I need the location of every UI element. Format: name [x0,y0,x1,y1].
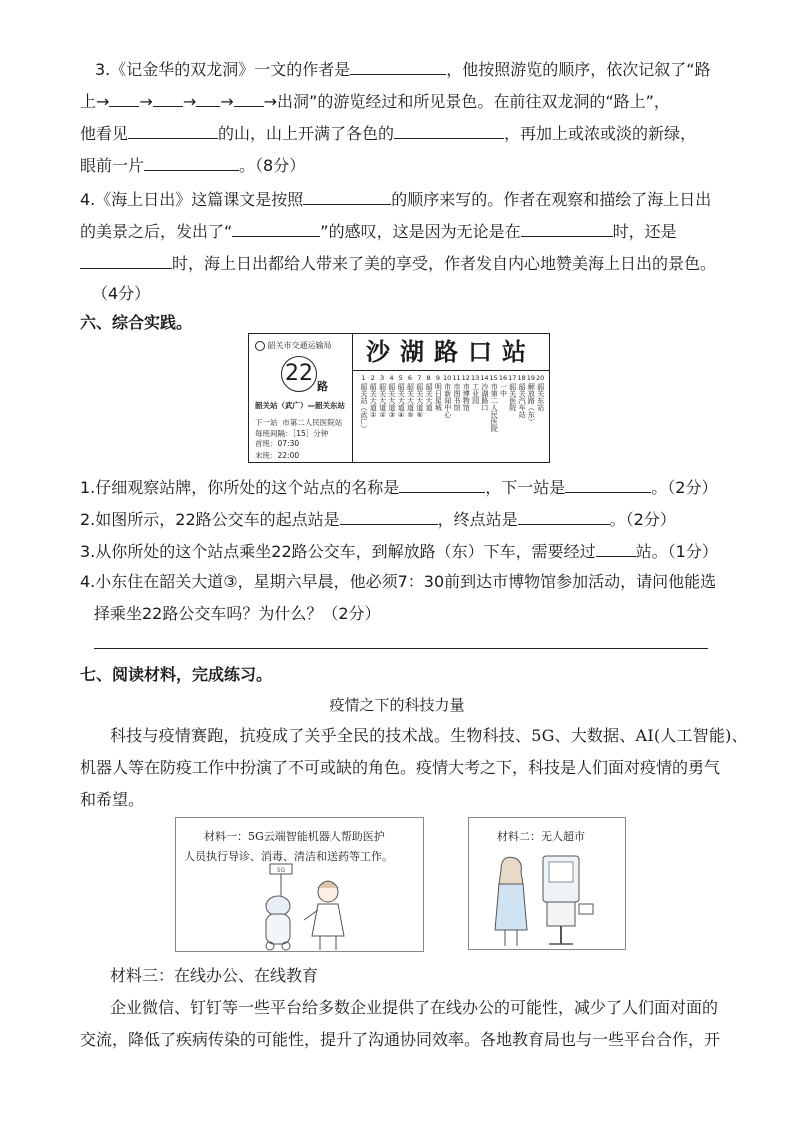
arrow: → [220,92,234,111]
route-suffix: 路 [317,380,328,393]
route-stop-name: 工业园 [471,383,480,404]
route-stop-number: 16 [498,374,508,382]
authority-name: 韶关市交通运输局 [267,341,332,350]
answer-blank[interactable] [128,122,218,139]
route-stop [499,374,508,397]
answer-blank[interactable] [196,90,220,107]
route-stop-name: 市第二人民医院 [490,383,499,432]
route-stop-name: 一中 [499,383,508,397]
route-stop-number: 13 [470,374,480,382]
robot-nurse-illustration [246,862,366,952]
nurse-body [312,904,344,936]
route-stop [433,374,442,411]
next-stop: 市第二人民医院站 [282,418,343,427]
arrow: → [139,92,153,111]
route-stop [368,374,377,419]
answer-blank[interactable] [109,90,139,107]
robot-sign-text: 5G [276,867,286,874]
route-stop-number: 5 [398,374,403,382]
para1-line-1: 科技与疫情赛跑，抗疫成了关乎全民的技术战。生物科技、5G、大数据、AI(人工智能)、 [110,726,748,745]
q4-line-4 [92,284,150,304]
sign-stops-panel [353,334,549,462]
q4-line-3 [80,252,716,274]
arrow: → [182,92,197,111]
route-stop-name: 市新闻中心 [443,383,452,418]
q3-line-4 [80,154,305,176]
route-stop-number: 6 [407,374,413,382]
material3-title: 材料三：在线办公、在线教育 [110,966,319,985]
answer-blank[interactable] [518,508,610,525]
answer-blank[interactable] [303,188,391,205]
route-stop [359,374,368,432]
route-stop-number: 15 [489,374,498,382]
bus-stop-sign [248,333,550,463]
route-stop-number: 4 [389,374,394,382]
question-text: ，终点站是 [437,510,518,529]
q3-text: →出洞”的游览经过和所见景色。在前往双龙洞的“路上”， [263,92,670,111]
route-number: 22 [285,361,313,386]
question-text: 1.仔细观察站牌，你所处的这个站点的名称是 [80,478,400,497]
section6-title: 六、综合实践。 [80,313,193,332]
route-stop-number: 8 [426,374,431,382]
q4-text: 的顺序来写的。作者在观察和描绘了海上日出 [391,190,712,209]
q3-text: 眼前一片 [80,156,145,175]
authority-row [255,340,332,351]
route-stop [526,374,535,425]
route-stop-name: 韶关大道 [425,383,434,411]
q3-text: 的山，山上开满了各色的 [218,124,395,143]
route-stop-name: 韶关大道② [378,383,387,419]
robot-head [266,896,290,916]
answer-line[interactable] [94,648,708,649]
q3-text: 他看见 [80,124,129,143]
q4-score: （4分） [92,284,151,303]
s6-q4-line-1: 4.小东住在韶关大道③，星期六早晨，他必须7：30前到达市博物馆参加活动，请问他能选 [80,572,717,591]
first-bus: 首班：07:30 [255,439,300,448]
next-label: 下一站 [255,418,278,427]
route-stop [452,374,461,411]
para3-line-1: 企业微信、钉钉等一些平台给多数企业提供了在线办公的可能性，减少了人们面对面的 [110,998,719,1017]
answer-blank[interactable] [153,90,183,107]
s6-q2 [80,508,676,530]
para1-line-3: 和希望。 [80,790,145,809]
route-stop-number: 14 [480,374,489,382]
route-stop-name: 韶关大道④ [397,383,406,419]
q3-text: ，他按照游览的顺序，依次记叙了“路 [446,60,711,79]
route-stop-number: 1 [361,374,366,382]
question-text: 2.如图所示，22路公交车的起点站是 [80,510,340,529]
route-stop [396,374,405,419]
route-stop [517,374,526,418]
section7-title: 七、阅读材料，完成练习。 [80,665,273,684]
route-stop [378,374,387,419]
route-stop [489,374,498,432]
last-bus: 末班：22:00 [255,451,300,460]
route-stop [387,374,396,419]
q3-line-2 [80,90,670,112]
route-stop [415,374,424,419]
sign-route-panel [249,334,353,462]
route-stop [406,374,415,419]
para3-line-2: 交流，降低了疾病传染的可能性，提升了沟通协同效率。各地教育局也与一些平台合作，开 [80,1030,721,1049]
route-stop [480,374,489,411]
material2-panel [468,817,626,950]
answer-blank[interactable] [399,476,485,493]
q3-text: 上→ [80,92,110,111]
q3-text: 3.《记金华的双龙洞》一文的作者是 [95,60,351,79]
route-stop-number: 2 [370,374,375,382]
q3-line-1 [95,58,711,80]
route-stop-number: 3 [380,374,385,382]
q4-text: 时，还是 [612,222,677,241]
route-stop [424,374,433,411]
question-text: 站。（1分） [635,542,718,561]
route-circle [281,356,317,392]
route-stop-name: 韶关站（武广） [360,383,368,432]
q4-line-1 [80,188,711,210]
route-stop [471,374,480,404]
route-stop-number: 20 [536,374,545,382]
route-stop-number: 12 [461,374,470,382]
next-stop-row [255,417,342,428]
kiosk-body [547,902,575,926]
route-stop-number: 11 [452,374,461,382]
s6-q3 [80,540,718,562]
answer-blank[interactable] [350,58,446,75]
route-stop [536,374,545,411]
route-stop-name: 市博物馆 [462,383,471,411]
answer-blank[interactable] [340,508,438,525]
route-stop-number: 17 [508,374,517,382]
answer-blank[interactable] [232,220,320,237]
unmanned-supermarket-illustration [487,848,617,948]
route-stop-name: 韶关大道⑥ [415,383,424,419]
route-stop-number: 10 [443,374,452,382]
route-stop-name: 韶关大道⑤ [406,383,415,419]
answer-blank[interactable] [394,122,504,139]
question-text: ，下一站是 [485,478,566,497]
material1-panel [175,817,424,952]
shopper-body [495,884,527,930]
material2-caption: 材料二：无人超市 [497,830,585,843]
answer-blank[interactable] [596,540,636,557]
s6-q4-line-2: 择乘坐22路公交车吗？为什么？（2分） [94,604,381,623]
answer-blank[interactable] [80,252,172,269]
current-stop-name: 沙湖路口站 [353,334,549,371]
route-stop-name: 韶关汽车站 [518,383,527,418]
q3-text: ，再加上或浓或淡的新绿， [504,124,697,143]
route-stop-number: 9 [435,374,440,382]
answer-blank[interactable] [234,90,264,107]
question-text: 。（2分） [609,510,676,529]
route-stop-name: 沙湖路口 [480,383,489,411]
q4-text: 时，海上日出都给人带来了美的享受，作者发自内心地赞美海上日出的景色。 [172,254,717,273]
q3-text: 。（8分） [239,156,306,175]
route-stop-number: 18 [517,374,526,382]
route-stop [461,374,470,411]
interval: 每班间隔：［15］分钟 [255,429,329,438]
q4-text: 的美景之后，发出了“ [80,222,233,241]
route-stop [443,374,452,418]
q4-line-2 [80,220,677,242]
route-terminals: 韶关站（武广）—韶关东站 [255,401,345,410]
route-stop-name: 韶关医院 [508,383,517,411]
article-title: 疫情之下的科技力量 [329,696,465,714]
route-stop-name: 市图书馆 [453,383,461,411]
route-stop-name: 解放路（东） [527,383,536,425]
answer-blank[interactable] [565,476,651,493]
answer-blank[interactable] [144,154,239,171]
route-stop-number: 19 [526,374,536,382]
route-stop-number: 7 [417,374,422,382]
answer-blank[interactable] [521,220,613,237]
route-stop [508,374,517,411]
q3-line-3 [80,122,696,144]
route-stop-name: 韶关大道① [369,383,378,419]
robot-body [266,914,290,944]
route-stop-name: 韶关大道③ [387,383,396,419]
material1-caption-1: 材料一：5G云端智能机器人帮助医护 [204,830,385,843]
q4-text: 4.《海上日出》这篇课文是按照 [80,190,304,209]
transport-logo-icon [255,341,265,351]
s6-q1 [80,476,717,498]
material1-caption-2: 人员执行导诊、消毒、清洁和送药等工作。 [184,850,393,863]
question-text: 。（2分） [651,478,718,497]
route-stop-name: 韶关东站 [536,383,545,411]
q4-text: ”的感叹，这是因为无论是在 [320,222,521,241]
question-text: 3.从你所处的这个站点乘坐22路公交车，到解放路（东）下车，需要经过 [80,542,596,561]
para1-line-2: 机器人等在防疫工作中扮演了不可或缺的角色。疫情大考之下，科技是人们面对疫情的勇气 [80,758,721,777]
route-stop-name: 明日星城 [434,383,443,411]
